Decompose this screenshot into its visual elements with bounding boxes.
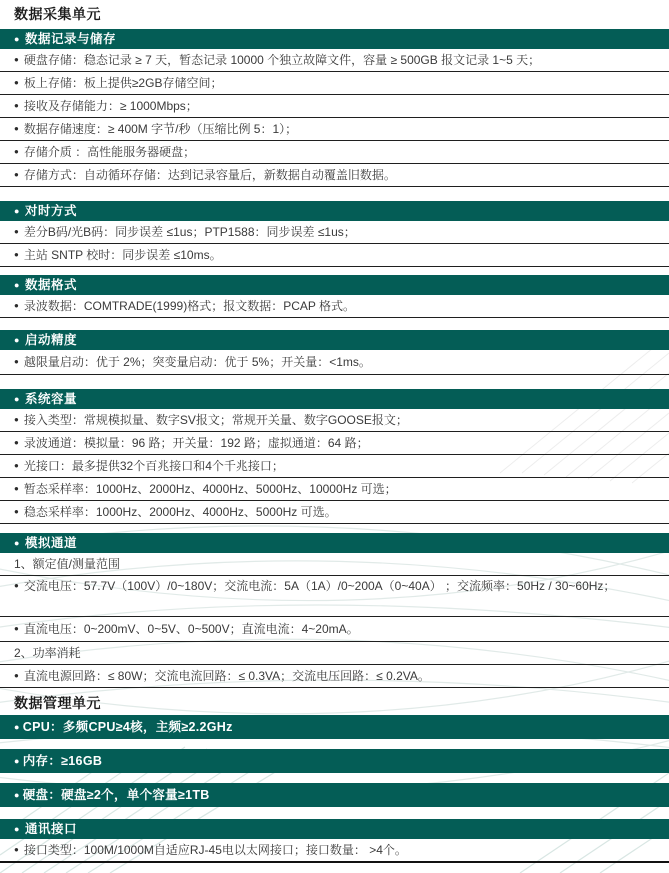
memory-spec-bar [0,749,669,773]
spec-text: 接收及存储能力：≥ 1000Mbps； [23,99,198,113]
spec-row-power-circuits [0,665,669,688]
spec-row-trigger-values [0,350,669,375]
section-data-format [0,275,669,318]
section-header-trigger-accuracy [0,330,669,350]
spec-text: 交流电压：57.7V（100V）/0~180V；交流电流：5A（1A）/0~200A（0~40A） ；交流频率：50Hz / 30~60Hz； [23,579,616,593]
section-header-data-recording-storage [0,29,669,49]
bullet-icon: ● [14,722,20,732]
section-header-data-format [0,275,669,295]
disk-spec-label: 硬盘：硬盘≥2个，单个容量≥1TB [22,788,210,802]
bullet-icon: ● [14,624,19,633]
bullet-icon: ● [14,34,20,44]
unit-title-acquisition: 数据采集单元 [14,6,101,22]
section-data-recording-storage [0,29,669,187]
section-header-label: 数据记录与储存 [24,32,116,46]
spec-text: 2、功率消耗 [14,646,81,660]
spec-text: 稳态采样率：1000Hz、2000Hz、4000Hz、5000Hz 可选。 [23,505,337,519]
bullet-icon: ● [14,790,20,800]
spec-row-record-format [0,295,669,318]
spec-text: 录波通道：模拟量：96 路；开关量：192 路；虚拟通道：64 路； [23,436,369,450]
spec-row-input-types [0,409,669,432]
spec-document [0,5,669,863]
section-trigger-accuracy [0,330,669,375]
spec-row-irig-b [0,221,669,244]
spec-row-transient-sample-rate [0,478,669,501]
spec-row-dc-ranges [0,617,669,642]
disk-spec-bar [0,783,669,807]
section-system-capacity [0,389,669,524]
spec-text: 差分B码/光B码：同步误差 ≤1us；PTP1588：同步误差 ≤1us； [23,225,356,239]
section-header-label: 启动精度 [24,333,77,347]
bullet-icon: ● [14,581,19,590]
spec-row-onboard-storage [0,72,669,95]
cpu-spec-bar [0,715,669,739]
bullet-icon: ● [14,250,19,259]
cpu-spec-label: CPU：多频CPU≥4核，主频≥2.2GHz [22,720,233,734]
bullet-icon: ● [14,484,19,493]
unit-title-management: 数据管理单元 [14,695,101,711]
spec-text: 暂态采样率：1000Hz、2000Hz、4000Hz、5000Hz、10000Hz 可选； [23,482,397,496]
bullet-icon: ● [14,170,19,179]
bullet-icon: ● [14,756,20,766]
section-header-label: 模拟通道 [24,536,77,550]
spec-row-storage-medium [0,141,669,164]
section-header-analog-channels [0,533,669,553]
spec-text: 接入类型：常规模拟量、数字SV报文；常规开关量、数字GOOSE报文； [23,413,408,427]
bullet-icon: ● [14,335,20,345]
spec-text: 越限量启动：优于 2%；突变量启动：优于 5%；开关量：<1ms。 [23,355,371,369]
section-header-system-capacity [0,389,669,409]
spec-row-record-channels [0,432,669,455]
spec-row-interface-type [0,839,669,863]
spec-row-power-consumption-heading [0,642,669,665]
bullet-icon: ● [14,538,20,548]
spec-row-receive-capability [0,95,669,118]
spec-row-storage-mode [0,164,669,187]
bullet-icon: ● [14,415,19,424]
section-analog-channels [0,533,669,688]
bullet-icon: ● [14,671,19,680]
spec-text: 直流电压：0~200mV、0~5V、0~500V；直流电流：4~20mA。 [23,622,359,636]
bullet-icon: ● [14,357,19,366]
spec-text: 录波数据：COMTRADE(1999)格式；报文数据：PCAP 格式。 [23,299,355,313]
spec-text: 存储介质 ：高性能服务器硬盘； [23,145,196,159]
bullet-icon: ● [14,147,19,156]
bullet-icon: ● [14,280,20,290]
bullet-icon: ● [14,845,19,854]
spec-row-sntp [0,244,669,267]
section-header-label: 通讯接口 [24,822,77,836]
bullet-icon: ● [14,206,20,216]
section-time-sync [0,201,669,267]
bullet-icon: ● [14,227,19,236]
bullet-icon: ● [14,101,19,110]
spec-text: 接口类型：100M/1000M自适应RJ-45电以太网接口；接口数量： >4个。 [23,843,407,857]
bullet-icon: ● [14,78,19,87]
bullet-icon: ● [14,124,19,133]
spec-row-optical-ports [0,455,669,478]
bullet-icon: ● [14,394,20,404]
bullet-icon: ● [14,55,19,64]
spec-text: 数据存储速度：≥ 400M 字节/秒（压缩比例 5：1）； [23,122,298,136]
spec-text: 主站 SNTP 校时：同步误差 ≤10ms。 [23,248,222,262]
spec-row-disk-storage [0,49,669,72]
spec-text: 硬盘存储：稳态记录 ≥ 7 天，暂态记录 10000 个独立故障文件，容量 ≥ 500GB 报文记录 1~5 天； [23,53,541,67]
section-header-label: 系统容量 [24,392,77,406]
memory-spec-label: 内存：≥16GB [22,754,103,768]
spec-row-rated-values-heading [0,553,669,576]
spec-text: 1、额定值/测量范围 [14,557,121,571]
bullet-icon: ● [14,507,19,516]
bullet-icon: ● [14,824,20,834]
spec-text: 存储方式：自动循环存储：达到记录容量后，新数据自动覆盖旧数据。 [23,168,396,182]
section-comm-interface [0,819,669,863]
section-header-comm-interface [0,819,669,839]
bullet-icon: ● [14,461,19,470]
spec-text: 板上存储：板上提供≥2GB存储空间； [23,76,223,90]
section-header-label: 数据格式 [24,278,77,292]
spec-text: 光接口：最多提供32个百兆接口和4个千兆接口； [23,459,284,473]
bullet-icon: ● [14,438,19,447]
spec-row-ac-ranges [0,576,669,617]
section-header-time-sync [0,201,669,221]
spec-row-steady-sample-rate [0,501,669,524]
section-header-label: 对时方式 [24,204,77,218]
bullet-icon: ● [14,301,19,310]
spec-row-storage-speed [0,118,669,141]
spec-text: 直流电源回路：≤ 80W；交流电流回路：≤ 0.3VA；交流电压回路：≤ 0.2VA。 [23,669,430,683]
